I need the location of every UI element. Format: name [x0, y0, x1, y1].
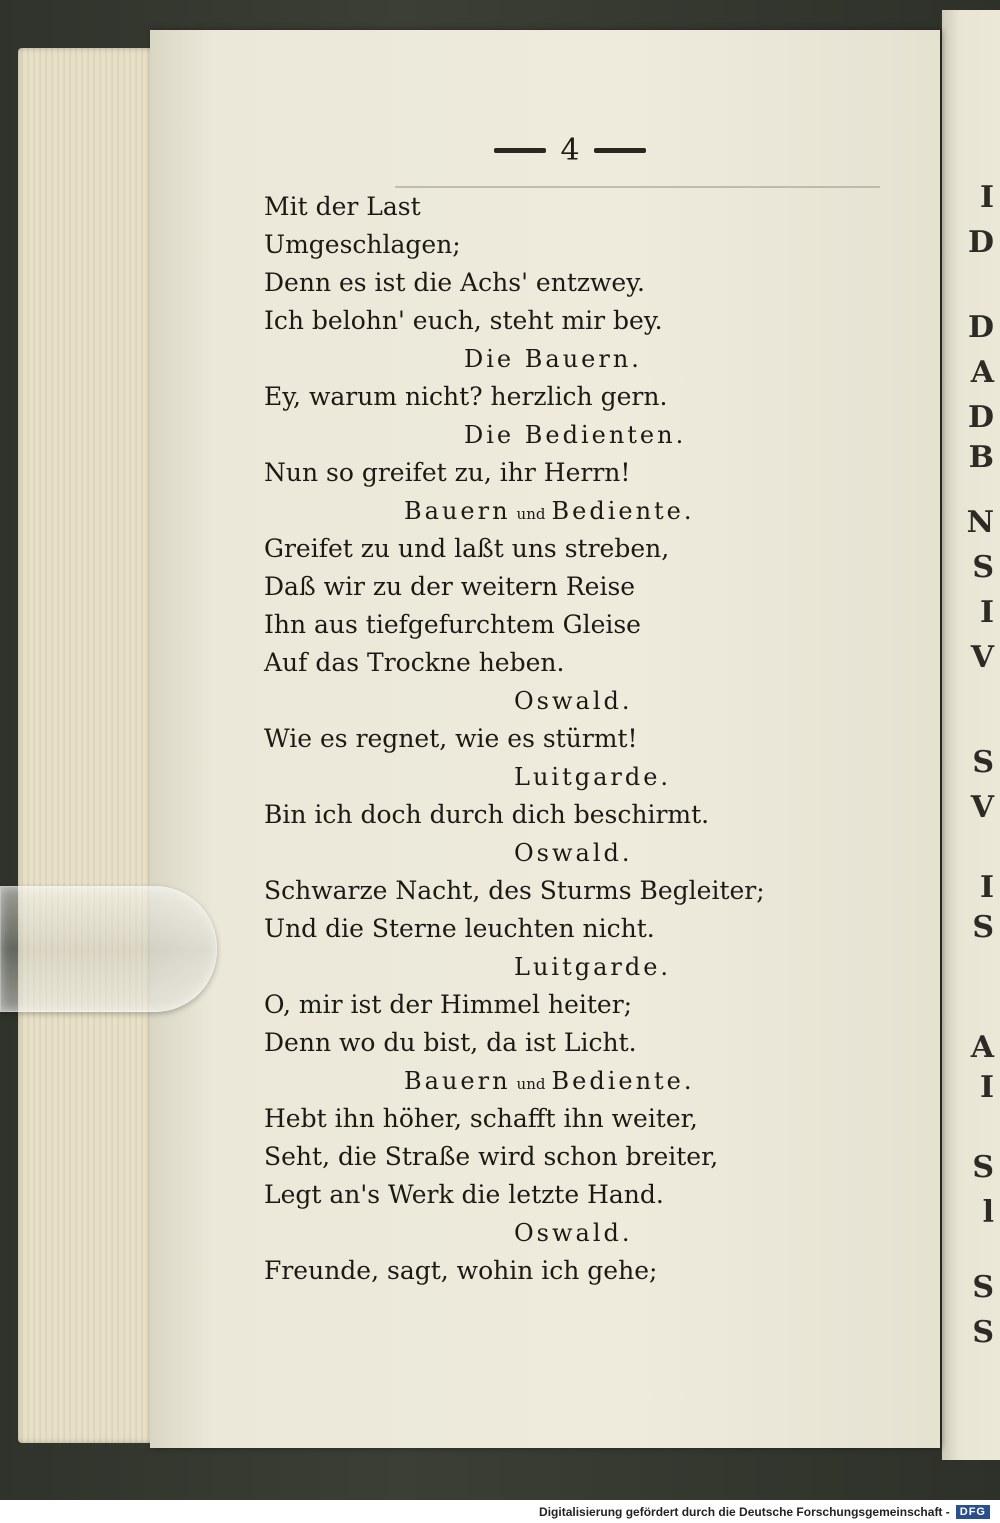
verse-line: O, mir ist der Himmel heiter;: [264, 990, 633, 1019]
verse-line: Nun so greifet zu, ihr Herrn!: [264, 458, 631, 487]
speaker-name: Bauern: [404, 1067, 511, 1095]
verse-line: Denn wo du bist, da ist Licht.: [264, 1028, 637, 1057]
facing-page-letter: B: [968, 440, 994, 475]
speaker-name: Bauern: [404, 497, 511, 525]
page-text: [264, 188, 824, 1290]
verse-line: Seht, die Straße wird schon breiter,: [264, 1142, 719, 1171]
verse-line: Daß wir zu der weitern Reise: [264, 572, 636, 601]
speaker-heading: Luitgarde.: [514, 763, 672, 791]
speaker-heading: Oswald.: [514, 1219, 633, 1247]
facing-page-letter: N: [966, 505, 994, 540]
facing-page-letter: V: [970, 640, 994, 675]
facing-page: [942, 10, 1000, 1460]
footer-bar: [0, 1500, 1000, 1523]
facing-page-letter: I: [979, 870, 994, 905]
page-number: 4: [560, 132, 580, 168]
verse-line: Und die Sterne leuchten nicht.: [264, 914, 655, 943]
facing-page-letter: S: [972, 910, 994, 945]
facing-page-letter: S: [972, 1315, 994, 1350]
facing-page-letter: D: [967, 310, 994, 345]
page-block-edges: [18, 48, 158, 1443]
verse-line: Ich belohn' euch, steht mir bey.: [264, 306, 663, 335]
speaker-name: Bediente.: [551, 1067, 695, 1095]
facing-page-letter: S: [972, 550, 994, 585]
speaker-heading: Oswald.: [514, 839, 633, 867]
scanner-clip: [0, 886, 217, 1012]
verse-line: Mit der Last: [264, 192, 421, 221]
speaker-heading: Die Bauern.: [464, 345, 642, 373]
facing-page-letter: D: [967, 225, 994, 260]
facing-page-letter: l: [982, 1195, 994, 1230]
facing-page-letter: D: [967, 400, 994, 435]
page-header: [470, 130, 670, 170]
facing-page-letter: I: [979, 1070, 994, 1105]
facing-page-letter: S: [972, 1150, 994, 1185]
verse-line: Hebt ihn höher, schafft ihn weiter,: [264, 1104, 698, 1133]
verse-line: Ey, warum nicht? herzlich gern.: [264, 382, 668, 411]
speaker-joiner: und: [516, 505, 546, 523]
header-dash-left: [494, 148, 546, 153]
verse-line: Auf das Trockne heben.: [264, 648, 565, 677]
verse-line: Legt an's Werk die letzte Hand.: [264, 1180, 664, 1209]
verse-line: Greifet zu und laßt uns streben,: [264, 534, 670, 563]
verse-line: Denn es ist die Achs' entzwey.: [264, 268, 645, 297]
speaker-name: Bediente.: [551, 497, 695, 525]
facing-page-letter: S: [972, 1270, 994, 1305]
header-dash-right: [594, 148, 646, 153]
verse-line: Freunde, sagt, wohin ich gehe;: [264, 1256, 658, 1285]
speaker-heading: [264, 1062, 824, 1100]
speaker-heading: [264, 492, 824, 530]
verse-line: Umgeschlagen;: [264, 230, 461, 259]
verse-line: Ihn aus tiefgefurchtem Gleise: [264, 610, 641, 639]
speaker-heading: Die Bedienten.: [464, 421, 687, 449]
speaker-joiner: und: [516, 1075, 546, 1093]
verse-line: Wie es regnet, wie es stürmt!: [264, 724, 638, 753]
verse-line: Bin ich doch durch dich beschirmt.: [264, 800, 710, 829]
dfg-logo-icon: DFG: [956, 1505, 990, 1519]
facing-page-letter: I: [979, 595, 994, 630]
facing-page-letter: A: [970, 1030, 994, 1065]
facing-page-letter: V: [970, 790, 994, 825]
footer-credit: Digitalisierung gefördert durch die Deutsche Forschungsgemeinschaft -: [539, 1504, 950, 1519]
speaker-heading: Luitgarde.: [514, 953, 672, 981]
facing-page-letter: S: [972, 745, 994, 780]
verse-line: Schwarze Nacht, des Sturms Begleiter;: [264, 876, 765, 905]
facing-page-letter: A: [970, 355, 994, 390]
facing-page-letter: I: [979, 180, 994, 215]
speaker-heading: Oswald.: [514, 687, 633, 715]
